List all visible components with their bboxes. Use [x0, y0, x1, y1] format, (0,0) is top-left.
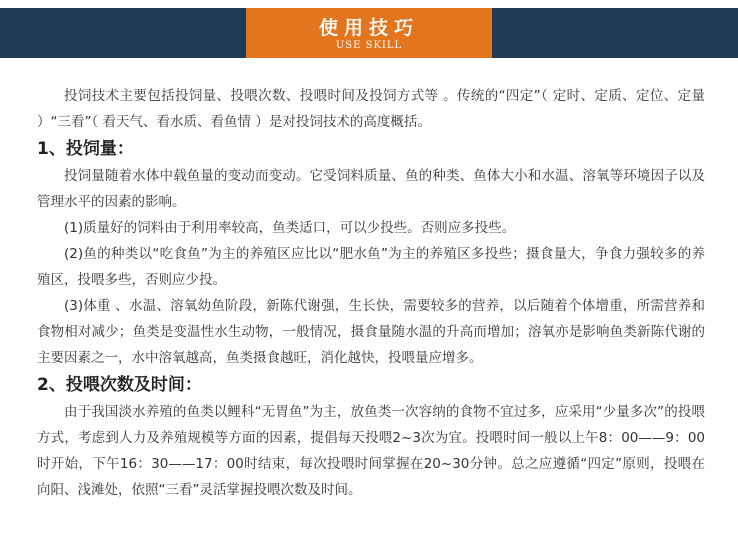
section-1-paragraph-2: (1)质量好的饲料由于利用率较高，鱼类适口，可以少投些。否则应多投些。 — [64, 220, 516, 236]
section-1-paragraph-3: (2)鱼的种类以“吃食鱼”为主的养殖区应比以“肥水鱼”为主的养殖区多投些；摄食量大，争食力强较多的养殖区，投喂多些，否则应少投。 — [37, 246, 705, 288]
section-1-heading: 1、投饲量： — [37, 139, 134, 159]
intro-paragraph: 投饲技术主要包括投饲量、投喂次数、投喂时间及投饲方式等 。传统的“四定”（ 定时、定质、定位、定量 ）“三看”（ 看天气、看水质、看鱼情 ）是对投饲技术的高度概括。 — [37, 88, 705, 130]
header-subtitle: USE SKILL — [335, 40, 403, 51]
section-2-paragraph-1: 由于我国淡水养殖的鱼类以鲤科“无胃鱼”为主，放鱼类一次容纳的食物不宜过多，应采用“少量多次”的投喂方式，考虑到人力及养殖规模等方面的因素，提倡每天投喂2~3次为宜。投喂时间一般以上午8：00——9：00时开始，下午16：30——17：00时结束，每次投喂时间掌握在20~30分钟。总之应遵循“四定”原则，投喂在向阳、浅滩处，依照“三看”灵活掌握投喂次数及时间。 — [37, 404, 705, 498]
header-title-tab — [246, 8, 492, 58]
header-band — [0, 8, 738, 58]
section-2-heading: 2、投喂次数及时间： — [37, 375, 202, 395]
section-1-paragraph-4: (3)体重 、水温、溶氧幼鱼阶段，新陈代谢强，生长快，需要较多的营养，以后随着个体增重，所需营养和食物相对减少；鱼类是变温性水生动物，一般情况，摄食量随水温的升高而增加；溶氧亦是影响鱼类新陈代谢的主要因素之一，水中溶氧越高，鱼类摄食越旺，消化越快，投喂量应增多。 — [37, 298, 705, 366]
article-body — [37, 83, 705, 503]
header-title: 使用技巧 — [318, 17, 419, 39]
section-1-paragraph-1: 投饲量随着水体中载鱼量的变动而变动。它受饲料质量、鱼的种类、鱼体大小和水温、溶氧等环境因子以及管理水平的因素的影响。 — [37, 168, 705, 210]
